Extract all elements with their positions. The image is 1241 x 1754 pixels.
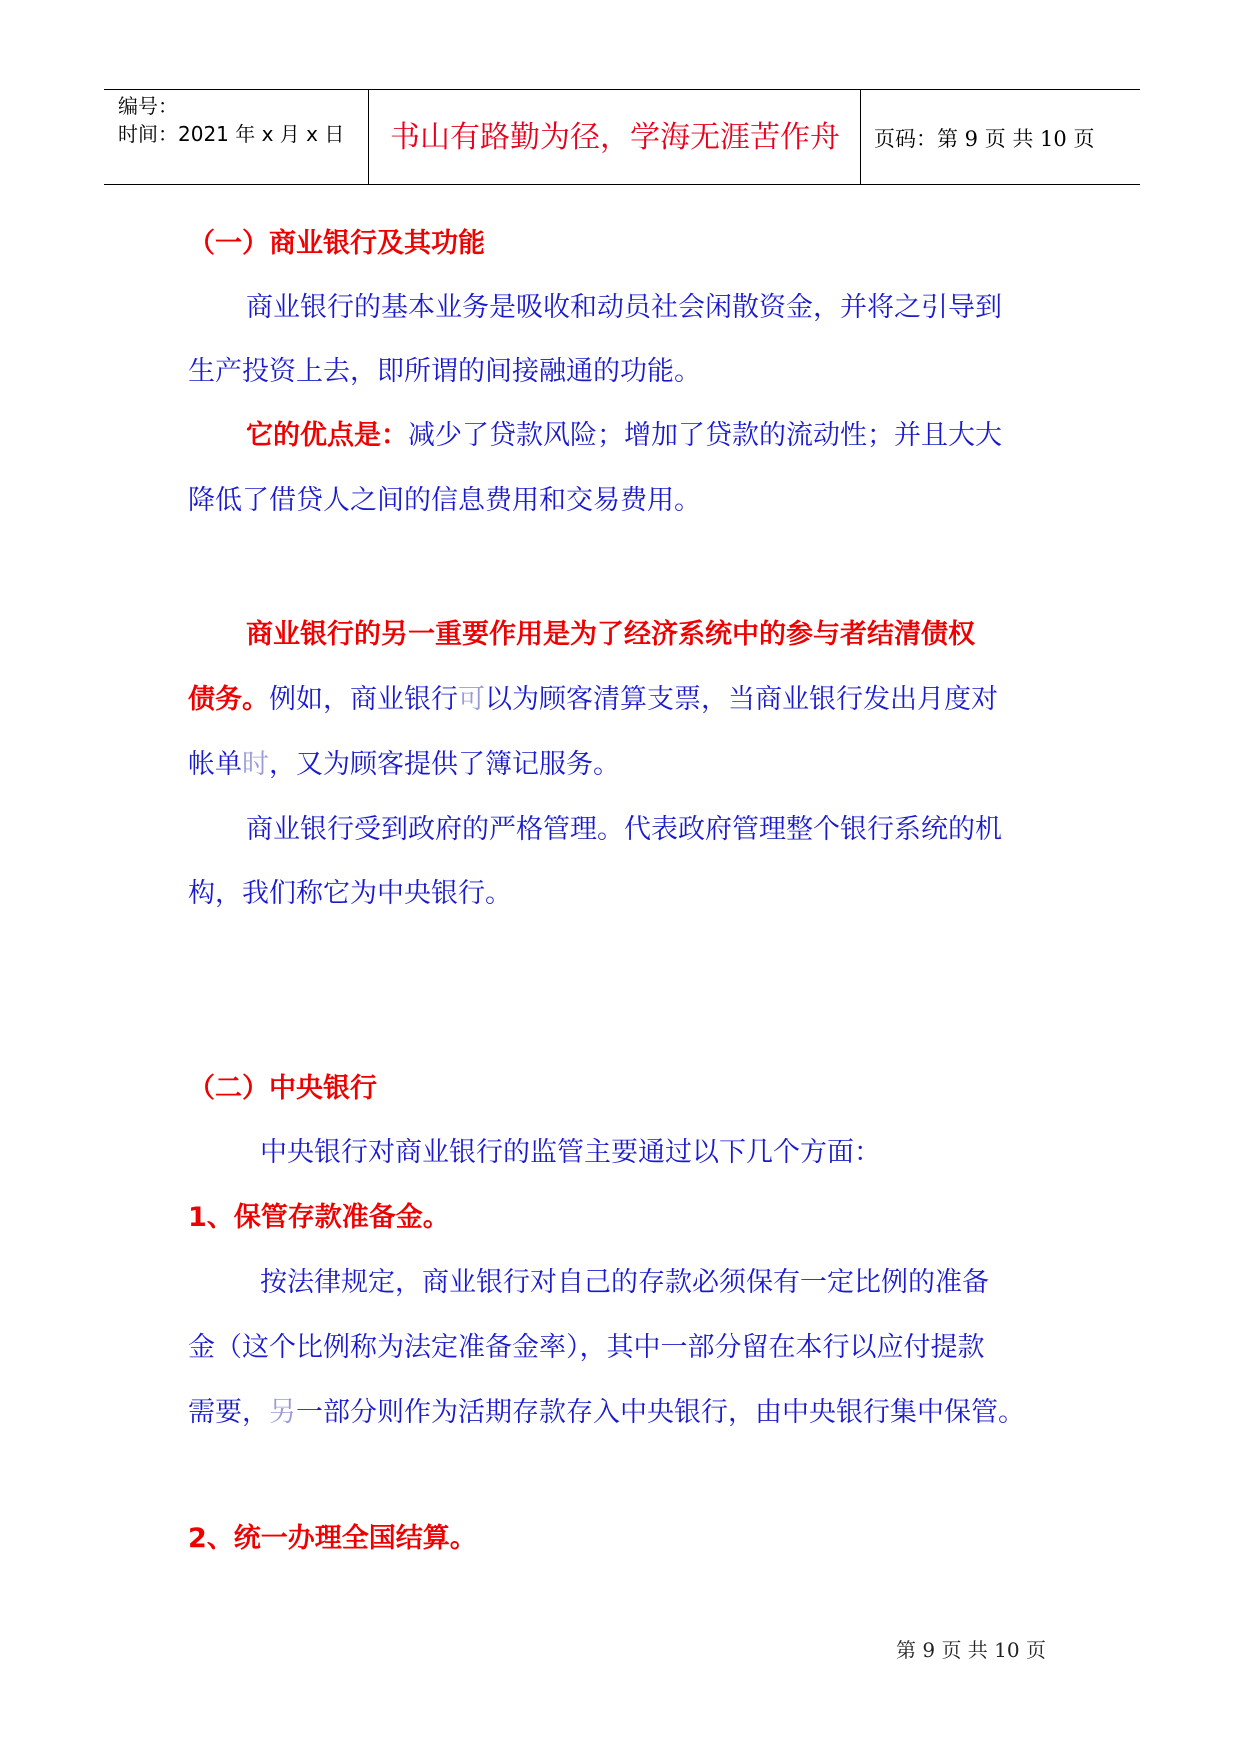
section1-p4-line1: 商业银行受到政府的严格管理。代表政府管理整个银行系统的机 <box>246 814 1002 845</box>
section2-intro: 中央银行对商业银行的监管主要通过以下几个方面： <box>260 1137 881 1168</box>
header-time-label: 时间：2021 年 x 月 x 日 <box>118 122 345 146</box>
item1-line3-faded-char: 另 <box>269 1397 296 1428</box>
header-divider <box>860 90 861 184</box>
header-divider <box>368 90 369 184</box>
section1-p4-line2: 构，我们称它为中央银行。 <box>188 878 512 909</box>
header-page-label: 页码：第 9 页 共 10 页 <box>874 127 1095 151</box>
section1-p1-line1: 商业银行的基本业务是吸收和动员社会闲散资金，并将之引导到 <box>246 292 1002 323</box>
page-header <box>104 89 1140 185</box>
page-footer: 第 9 页 共 10 页 <box>896 1638 1046 1662</box>
header-motto: 书山有路勤为径，学海无涯苦作舟 <box>390 120 840 155</box>
item1-line3-b: 一部分则作为活期存款存入中央银行，由中央银行集中保管。 <box>296 1397 1025 1428</box>
p3-line3-faded-char: 时 <box>242 749 269 780</box>
p3-text-b: 以为顾客清算支票，当商业银行发出月度对 <box>485 684 998 715</box>
p3-text-a: 例如，商业银行 <box>269 684 458 715</box>
advantage-text: 减少了贷款风险；增加了贷款的流动性；并且大大 <box>408 420 1002 451</box>
p3-line3-a: 帐单 <box>188 749 242 780</box>
item1-line3 <box>188 1395 1025 1431</box>
item1-line3-a: 需要， <box>188 1397 269 1428</box>
item2-heading: 2、统一办理全国结算。 <box>188 1523 477 1554</box>
section2-heading: （二）中央银行 <box>188 1073 377 1104</box>
section1-heading: （一）商业银行及其功能 <box>188 228 485 259</box>
item1-line1: 按法律规定，商业银行对自己的存款必须保有一定比例的准备 <box>260 1267 989 1298</box>
section1-p3-line2 <box>188 682 998 718</box>
p3-line3-b: ，又为顾客提供了簿记服务。 <box>269 749 620 780</box>
item1-heading: 1、保管存款准备金。 <box>188 1202 450 1233</box>
header-meta <box>118 92 344 148</box>
p3-red-fragment: 债务。 <box>188 684 269 715</box>
section1-p2-line1 <box>246 418 1002 454</box>
section1-p2-line2: 降低了借贷人之间的信息费用和交易费用。 <box>188 485 701 516</box>
section1-p3-line3 <box>188 747 620 783</box>
header-number-label: 编号： <box>118 94 178 118</box>
p3-faded-char: 可 <box>458 684 485 715</box>
section1-p3-line1: 商业银行的另一重要作用是为了经济系统中的参与者结清债权 <box>246 619 975 650</box>
advantage-label: 它的优点是： <box>246 420 408 451</box>
section1-p1-line2: 生产投资上去，即所谓的间接融通的功能。 <box>188 356 701 387</box>
item1-line2: 金（这个比例称为法定准备金率），其中一部分留在本行以应付提款 <box>188 1332 985 1363</box>
